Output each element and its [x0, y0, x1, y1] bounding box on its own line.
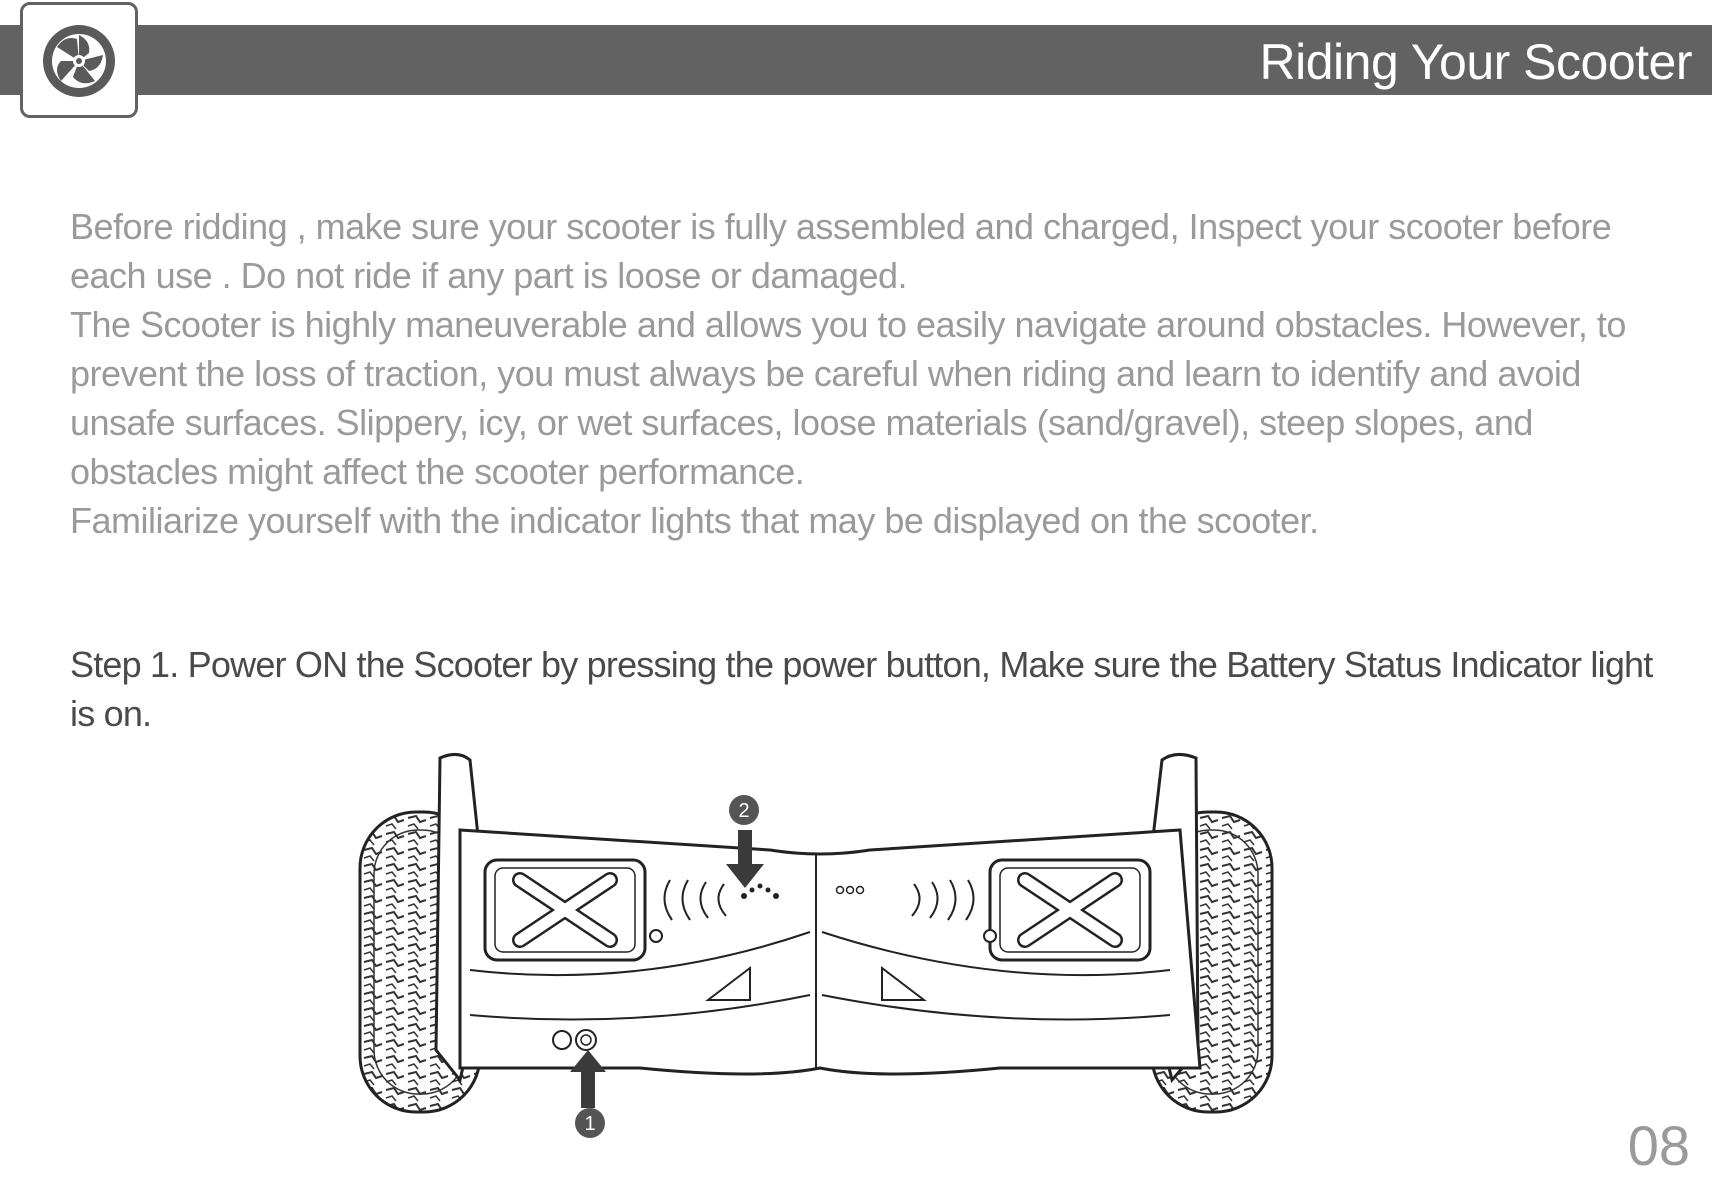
step-instruction: [70, 640, 1670, 738]
intro-paragraph: The Scooter is highly maneuverable and allows you to easily navigate around obstacles. However, to prevent the loss of traction, you must always be careful when riding and learn to identify and avoid unsafe surfaces. Slippery, icy, or wet surfaces, loose materials (sand/gravel), steep slopes, and obstacles might affect the scooter performance.: [70, 304, 1626, 492]
intro-paragraph: Before ridding , make sure your scooter is fully assembled and charged, Inspect your scooter before each use . Do not ride if any part is loose or damaged.: [70, 206, 1612, 296]
callout-1-badge: [575, 1108, 605, 1138]
right-foot-pad: [990, 860, 1150, 960]
logo: [20, 2, 138, 118]
intro-text: [70, 202, 1670, 545]
left-foot-pad: [485, 860, 645, 960]
page-number: 08: [1627, 1114, 1690, 1177]
hoverboard-illustration: [340, 750, 1320, 1155]
page-title: Riding Your Scooter: [1259, 34, 1692, 90]
svg-text:1: 1: [584, 1113, 596, 1135]
intro-paragraph: Familiarize yourself with the indicator lights that may be displayed on the scooter.: [70, 500, 1319, 541]
hoverboard-drawing: [340, 750, 1320, 1150]
svg-text:2: 2: [738, 800, 750, 822]
wheel-icon: [39, 21, 119, 101]
callout-2-badge: [729, 795, 759, 825]
step-1-text: Step 1. Power ON the Scooter by pressing the power button, Make sure the Battery Status Indicator light is on.: [70, 644, 1653, 734]
